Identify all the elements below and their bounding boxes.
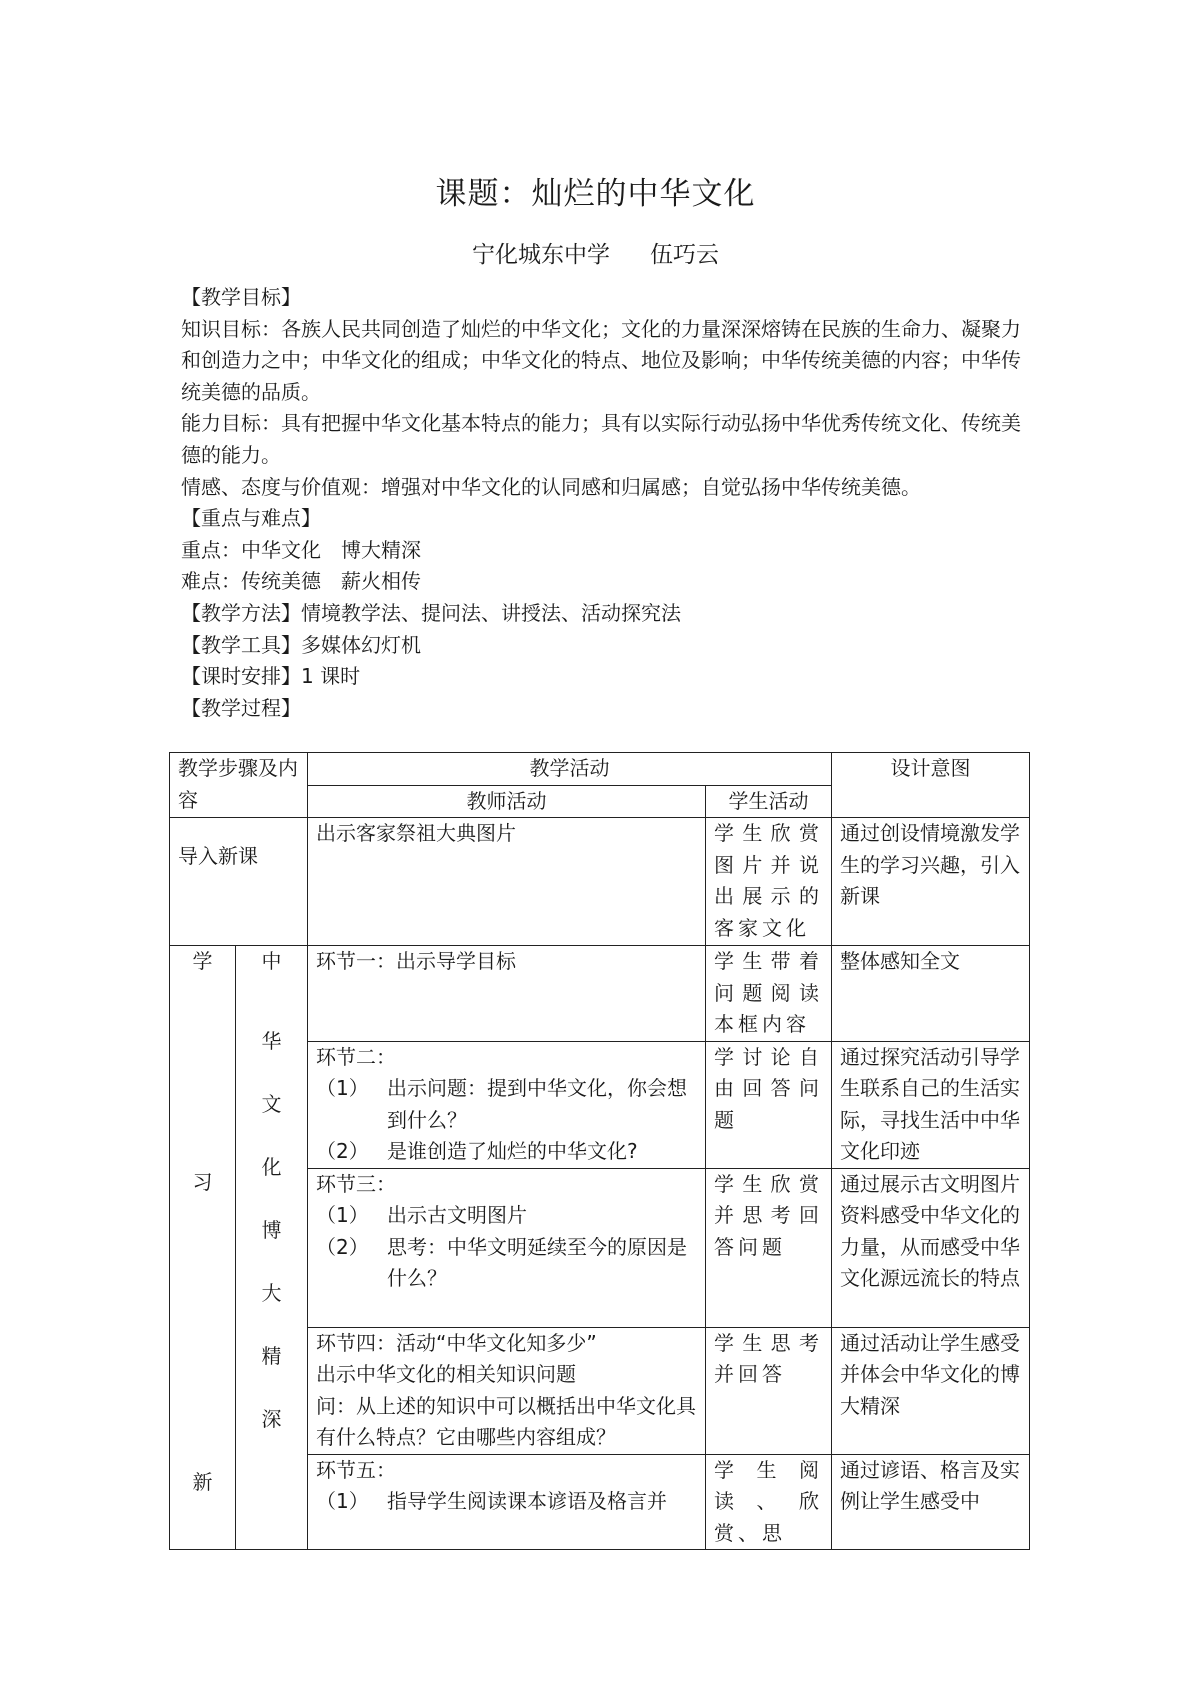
teacher-cell [308,1041,706,1168]
step-title: 环节二： [316,1044,396,1069]
teacher-cell [308,1454,706,1550]
subsection-char: 博 [261,1217,282,1242]
subsection-char: 精 [261,1343,282,1368]
class-hours: 【课时安排】1 课时 [181,664,361,689]
teacher-cell: 出示客家祭祖大典图片 [308,818,706,946]
teacher-cell [308,1168,706,1327]
step-line: 出示中华文化的相关知识问题 [316,1362,576,1386]
step-title: 环节三： [316,1171,396,1196]
subsection-char: 文 [261,1091,282,1116]
header-student: 学生活动 [706,785,832,818]
student-cell: 学生带着问题阅读本框内容 [706,946,832,1042]
student-cell: 学生欣赏并思考回答问题 [706,1168,832,1327]
step-intro: 导入新课 [170,818,308,946]
school-name: 宁化城东中学 [472,242,610,268]
header-steps: 教学步骤及内容 [170,753,308,818]
table-row [170,946,1030,1042]
intent-cell: 通过展示古文明图片资料感受中华文化的力量，从而感受中华文化源远流长的特点 [832,1168,1030,1327]
subsection-char: 华 [261,1028,282,1053]
student-cell: 学生欣赏图片并说出展示的客家文化 [706,818,832,946]
header-teacher: 教师活动 [308,785,706,818]
page-title: 课题：灿烂的中华文化 [435,176,756,212]
teaching-tools: 【教学工具】多媒体幻灯机 [181,632,421,657]
ability-objective: 能力目标：具有把握中华文化基本特点的能力；具有以实际行动弘扬中华优秀传统文化、传统美德的能力。 [181,411,1021,467]
teaching-method: 【教学方法】情境教学法、提问法、讲授法、活动探究法 [181,600,681,625]
student-cell: 学讨论自由回答问题 [706,1041,832,1168]
section-char: 新 [192,1470,213,1494]
teaching-process-table [169,752,1030,1550]
list-item: （1） 指导学生阅读课本谚语及格言并 [316,1489,667,1513]
knowledge-objective: 知识目标：各族人民共同创造了灿烂的中华文化；文化的力量深深熔铸在民族的生命力、凝聚力和创造力之中；中华文化的组成；中华文化的特点、地位及影响；中华传统美德的内容；中华传统美德的品质。 [181,316,1021,404]
step-line: 问：从上述的知识中可以概括出中华文化具有什么特点？它由哪些内容组成？ [316,1393,696,1449]
emotion-objective: 情感、态度与价值观：增强对中华文化的认同感和归属感；自觉弘扬中华传统美德。 [181,474,921,499]
list-item: （2） 思考：中华文明延续至今的原因是什么？ [316,1234,687,1290]
step-title: 环节五： [316,1457,396,1482]
objectives-heading: 【教学目标】 [181,285,301,309]
subsection-char: 中 [261,949,282,973]
lesson-overview [181,282,1031,724]
subsection-char: 大 [261,1280,282,1305]
author-name: 伍巧云 [650,242,719,268]
list-item: （2） 是谁创造了灿烂的中华文化? [316,1139,638,1163]
focus-heading: 【重点与难点】 [181,506,321,531]
intent-cell: 通过活动让学生感受并体会中华文化的博大精深 [832,1327,1030,1454]
subsection-char: 化 [261,1154,282,1179]
list-item: （1） 出示问题：提到中华文化，你会想到什么？ [316,1076,687,1132]
teacher-cell [308,1327,706,1454]
intent-cell: 整体感知全文 [832,946,1030,1042]
step-title: 环节四：活动“中华文化知多少” [316,1330,597,1355]
list-item: （1） 出示古文明图片 [316,1203,527,1227]
byline [0,236,1191,269]
step-title: 环节一：出示导学目标 [316,949,516,973]
header-activity: 教学活动 [308,753,832,786]
intent-cell: 通过创设情境激发学生的学习兴趣，引入新课 [832,818,1030,946]
section-label [170,946,236,1550]
student-cell: 学生阅读、欣赏、思 [706,1454,832,1550]
process-heading: 【教学过程】 [181,695,301,720]
intent-cell: 通过探究活动引导学生联系自己的生活实际，寻找生活中中华文化印迹 [832,1041,1030,1168]
intent-cell: 通过谚语、格言及实例让学生感受中 [832,1454,1030,1550]
key-point: 重点：中华文化 博大精深 [181,537,421,562]
subsection-char: 深 [261,1406,282,1431]
section-char: 习 [192,1170,213,1194]
subsection-label [236,946,308,1550]
table-row [170,818,1030,946]
header-intent: 设计意图 [832,753,1030,818]
student-cell: 学生思考并回答 [706,1327,832,1454]
teacher-cell [308,946,706,1042]
difficult-point: 难点：传统美德 薪火相传 [181,569,421,594]
section-char: 学 [192,949,213,973]
